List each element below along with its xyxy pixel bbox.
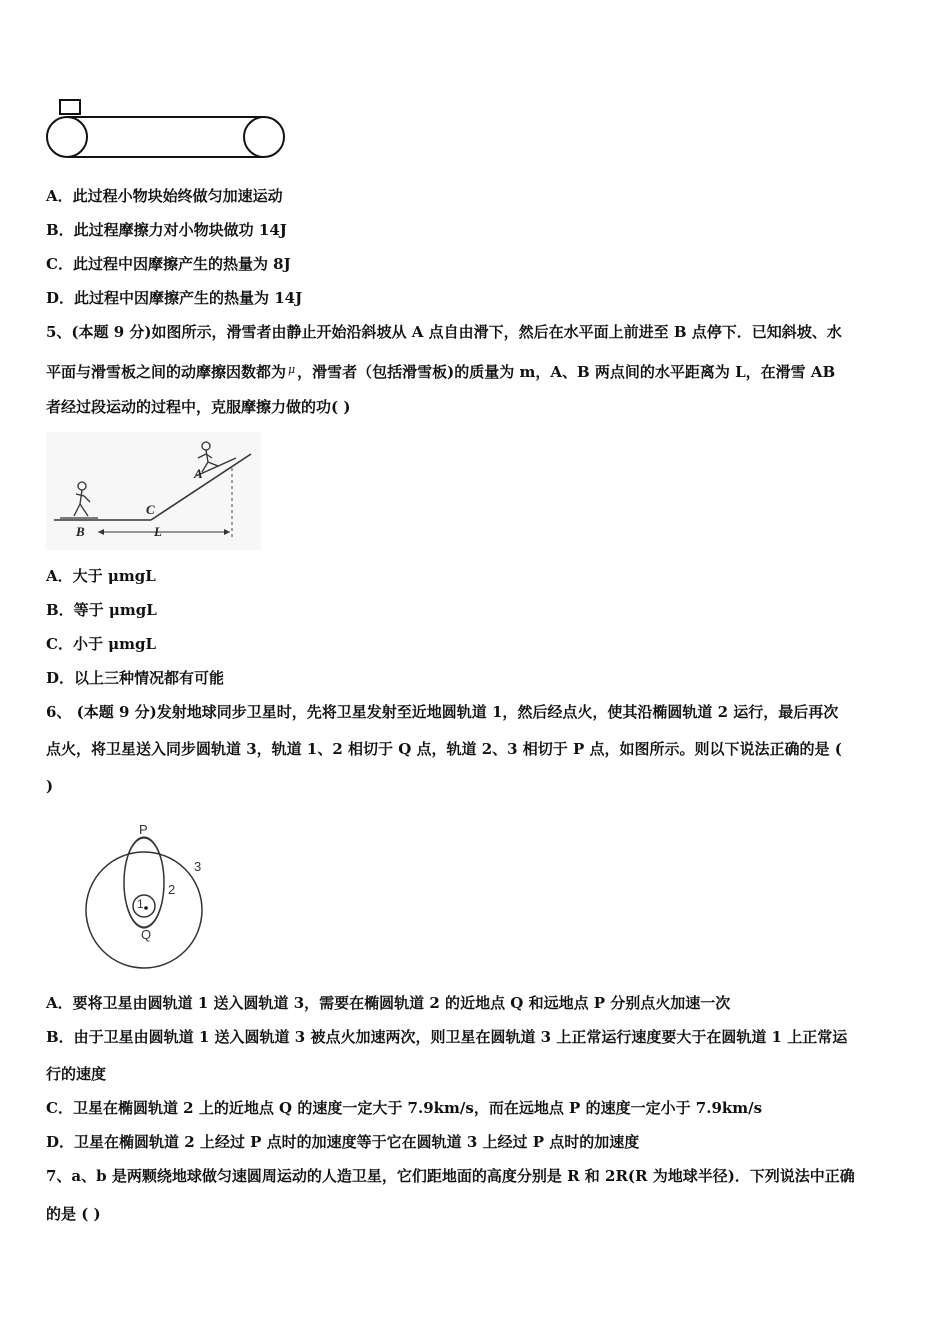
label-p: P xyxy=(139,822,148,837)
q5-option-a: A．大于 μmgL xyxy=(46,567,156,585)
orbit-2 xyxy=(124,838,164,928)
label-2: 2 xyxy=(168,882,176,897)
q5-stem-line2a: 平面与滑雪板之间的动摩擦因数都为 xyxy=(46,363,287,381)
q7-stem-line2: 的是 ( ) xyxy=(46,1205,101,1223)
label-1: 1 xyxy=(137,897,144,911)
orbit-figure xyxy=(78,818,218,976)
q5-option-c: C．小于 μmgL xyxy=(46,635,157,653)
label-b: B xyxy=(76,524,85,539)
label-a: A xyxy=(194,466,203,481)
q6-option-a: A．要将卫星由圆轨道 1 送入圆轨道 3，需要在椭圆轨道 2 的近地点 Q 和远地点 P 分别点火加速一次 xyxy=(46,994,731,1012)
q6-option-b-line2: 行的速度 xyxy=(46,1065,107,1083)
conveyor-belt-figure xyxy=(40,95,295,165)
q5-stem-line1: 5、(本题 9 分)如图所示，滑雪者由静止开始沿斜坡从 A 点自由滑下，然后在水平面上前进至 B 点停下．已知斜坡、水 xyxy=(46,323,842,341)
ski-slope-figure xyxy=(46,432,261,550)
orbit-3 xyxy=(86,852,202,968)
q4-option-d: D．此过程中因摩擦产生的热量为 14J xyxy=(46,289,303,307)
q5-stem-line3: 者经过段运动的过程中，克服摩擦力做的功( ) xyxy=(46,398,351,416)
q6-option-d: D．卫星在椭圆轨道 2 上经过 P 点时的加速度等于它在圆轨道 3 上经过 P 点时的加速度 xyxy=(46,1133,640,1151)
q6-stem-line1: 6、 (本题 9 分)发射地球同步卫星时，先将卫星发射至近地圆轨道 1，然后经点火，使其沿椭圆轨道 2 运行，最后再次 xyxy=(46,703,839,721)
q4-option-c: C．此过程中因摩擦产生的热量为 8J xyxy=(46,255,291,273)
q6-stem-line3: ) xyxy=(46,777,54,795)
q6-stem-line2: 点火，将卫星送入同步圆轨道 3，轨道 1、2 相切于 Q 点，轨道 2、3 相切于 P 点，如图所示。则以下说法正确的是 ( xyxy=(46,740,842,758)
q5-option-b: B．等于 μmgL xyxy=(46,601,157,619)
q5-option-d: D．以上三种情况都有可能 xyxy=(46,669,225,687)
left-pulley xyxy=(47,117,87,157)
q6-option-c: C．卫星在椭圆轨道 2 上的近地点 Q 的速度一定大于 7.9km/s，而在远地点 P 的速度一定小于 7.9km/s xyxy=(46,1099,763,1117)
q7-stem-line1: 7、a、b 是两颗绕地球做匀速圆周运动的人造卫星，它们距地面的高度分别是 R 和 2R(R 为地球半径)．下列说法中正确 xyxy=(46,1167,855,1185)
label-l: L xyxy=(154,524,162,539)
earth-center xyxy=(144,906,148,910)
mu-symbol: μ xyxy=(288,363,296,376)
label-3: 3 xyxy=(194,859,202,874)
q6-option-b-line1: B．由于卫星由圆轨道 1 送入圆轨道 3 被点火加速两次，则卫星在圆轨道 3 上正常运行速度要大于在圆轨道 1 上正常运 xyxy=(46,1028,848,1046)
label-q: Q xyxy=(141,927,152,942)
q4-option-a: A．此过程小物块始终做匀加速运动 xyxy=(46,187,283,205)
small-block xyxy=(60,100,80,114)
q5-stem-line2 xyxy=(46,360,835,382)
label-c: C xyxy=(146,502,155,517)
right-pulley xyxy=(244,117,284,157)
q4-option-b: B．此过程摩擦力对小物块做功 14J xyxy=(46,221,287,239)
q5-stem-line2b: ，滑雪者（包括滑雪板)的质量为 m，A、B 两点间的水平距离为 L，在滑雪 AB xyxy=(297,363,836,381)
